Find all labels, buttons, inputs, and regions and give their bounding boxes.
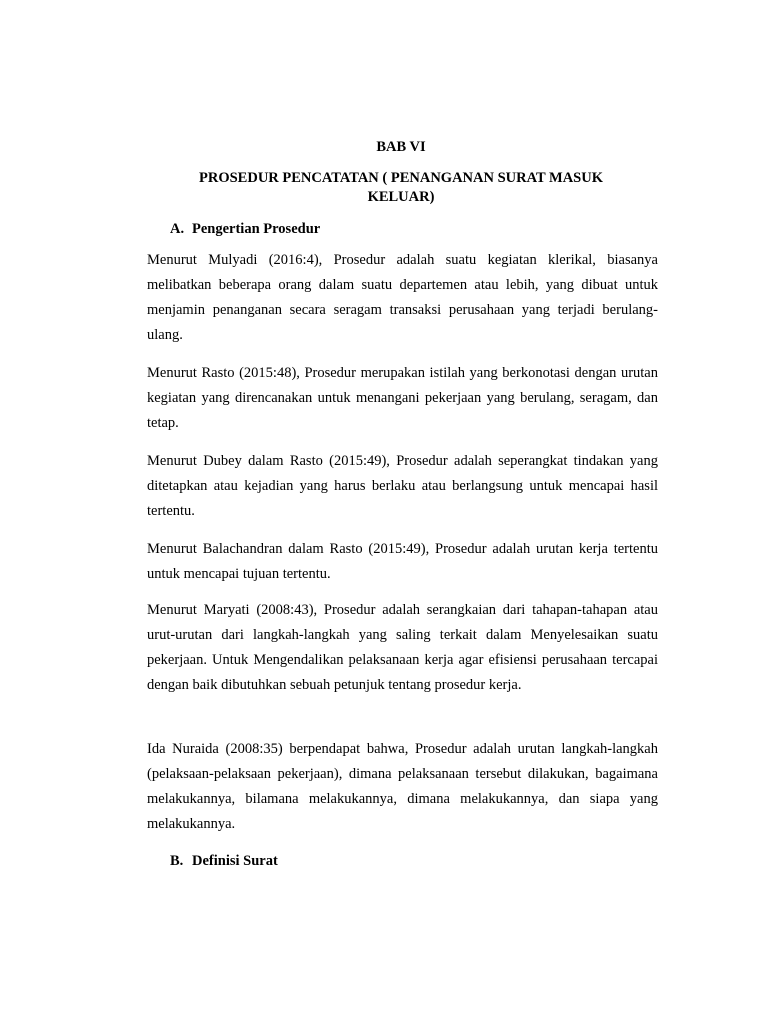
section-a-title: Pengertian Prosedur [192,221,321,237]
section-a-number: A. [170,221,185,237]
paragraph-nuraida: Ida Nuraida (2008:35) berpendapat bahwa, Prosedur adalah urutan langkah-langkah (pelaksaan-pelaksaan pekerjaan), dimana pelaksanaan tersebut dilakukan, bagaimana melakukannya, bilamana melakukannya, dimana melakukannya, dan siapa yang melakukannya. [147,741,658,832]
chapter-heading: BAB VI [376,139,426,155]
section-b-title: Definisi Surat [192,853,278,869]
section-b-number: B. [170,853,184,869]
paragraph-rasto: Menurut Rasto (2015:48), Prosedur merupakan istilah yang berkonotasi dengan urutan kegiatan yang direncanakan untuk menangani pekerjaan yang berulang, seragam, dan tetap. [147,365,658,431]
paragraph-maryati: Menurut Maryati (2008:43), Prosedur adalah serangkaian dari tahapan-tahapan atau urut-urutan dari langkah-langkah yang saling terkait dalam Menyelesaikan suatu pekerjaan. Untuk Mengendalikan pelaksanaan kerja agar efisiensi perusahaan tercapai dengan baik dibutuhkan sebuah petunjuk tentang prosedur kerja. [147,602,658,693]
section-b-heading [170,851,278,871]
paragraph-dubey: Menurut Dubey dalam Rasto (2015:49), Prosedur adalah seperangkat tindakan yang ditetapkan atau kejadian yang harus berlaku atau berlangsung untuk mencapai hasil tertentu. [147,453,658,519]
document-title: PROSEDUR PENCATATAN ( PENANGANAN SURAT MASUK KELUAR) [199,170,603,205]
paragraph-mulyadi: Menurut Mulyadi (2016:4), Prosedur adalah suatu kegiatan klerikal, biasanya melibatkan beberapa orang dalam suatu departemen atau lebih, yang dibuat untuk menjamin penanganan secara seragam transaksi perusahaan yang terjadi berulang-ulang. [147,252,658,343]
section-a-heading [170,219,320,239]
paragraph-balachandran: Menurut Balachandran dalam Rasto (2015:49), Prosedur adalah urutan kerja tertentu untuk mencapai tujuan tertentu. [147,541,658,582]
